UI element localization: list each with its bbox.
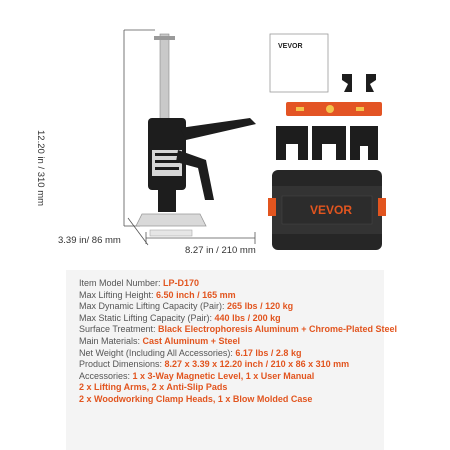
- case-brand-text: VEVOR: [310, 203, 353, 217]
- spec-value: Cast Aluminum + Steel: [142, 335, 240, 346]
- user-manual: [270, 34, 328, 92]
- height-dimension-label: 12.20 in / 310 mm: [35, 130, 46, 207]
- spec-value: 8.27 x 3.39 x 12.20 inch / 210 x 86 x 310 mm: [164, 359, 350, 370]
- spec-value: 1 x 3-Way Magnetic Level, 1 x User Manual: [132, 370, 315, 381]
- spec-value: 6.50 inch / 165 mm: [156, 289, 236, 300]
- specifications-panel: [66, 270, 398, 450]
- spec-value: LP-D170: [163, 278, 200, 288]
- lifting-arms: [276, 126, 378, 160]
- lifting-tool: [136, 34, 256, 236]
- spec-label: Max Dynamic Lifting Capacity (Pair):: [79, 301, 228, 312]
- depth-dimension-label: 3.39 in/ 86 mm: [58, 235, 121, 246]
- spec-value: 440 lbs / 200 kg: [214, 312, 281, 323]
- accessories-extra-line: 2 x Lifting Arms, 2 x Anti-Slip Pads: [79, 382, 228, 393]
- manual-brand-text: VEVOR: [278, 43, 303, 50]
- spec-label: Product Dimensions:: [79, 359, 165, 370]
- spec-item: [79, 348, 384, 360]
- spec-label: Main Materials:: [79, 335, 143, 346]
- spec-value: 6.17 lbs / 2.8 kg: [235, 347, 302, 358]
- accessories-extra-line: 2 x Woodworking Clamp Heads, 1 x Blow Molded Case: [79, 393, 313, 404]
- spec-item: [79, 359, 384, 371]
- spec-item: [79, 278, 384, 290]
- spec-item: [79, 371, 384, 383]
- width-dimension-label: 8.27 in / 210 mm: [185, 245, 256, 256]
- spec-item: [79, 336, 384, 348]
- spec-label: Max Lifting Height:: [79, 289, 157, 300]
- spec-item: [79, 301, 384, 313]
- magnetic-level: [286, 102, 382, 116]
- spec-item: [79, 324, 398, 336]
- clamp-heads: [342, 74, 376, 92]
- spec-label: Item Model Number:: [79, 278, 164, 288]
- spec-item: [79, 290, 384, 302]
- spec-label: Max Static Lifting Capacity (Pair):: [79, 312, 215, 323]
- spec-item: [79, 313, 384, 325]
- spec-label: Net Weight (Including All Accessories):: [79, 347, 236, 358]
- blow-molded-case: [268, 170, 386, 250]
- spec-value: 265 lbs / 120 kg: [227, 301, 294, 312]
- spec-list: [66, 270, 398, 406]
- spec-label: Accessories:: [79, 370, 133, 381]
- spec-label: Surface Treatment:: [79, 324, 159, 335]
- spec-value: Black Electrophoresis Aluminum + Chrome-Plated Steel: [158, 324, 398, 335]
